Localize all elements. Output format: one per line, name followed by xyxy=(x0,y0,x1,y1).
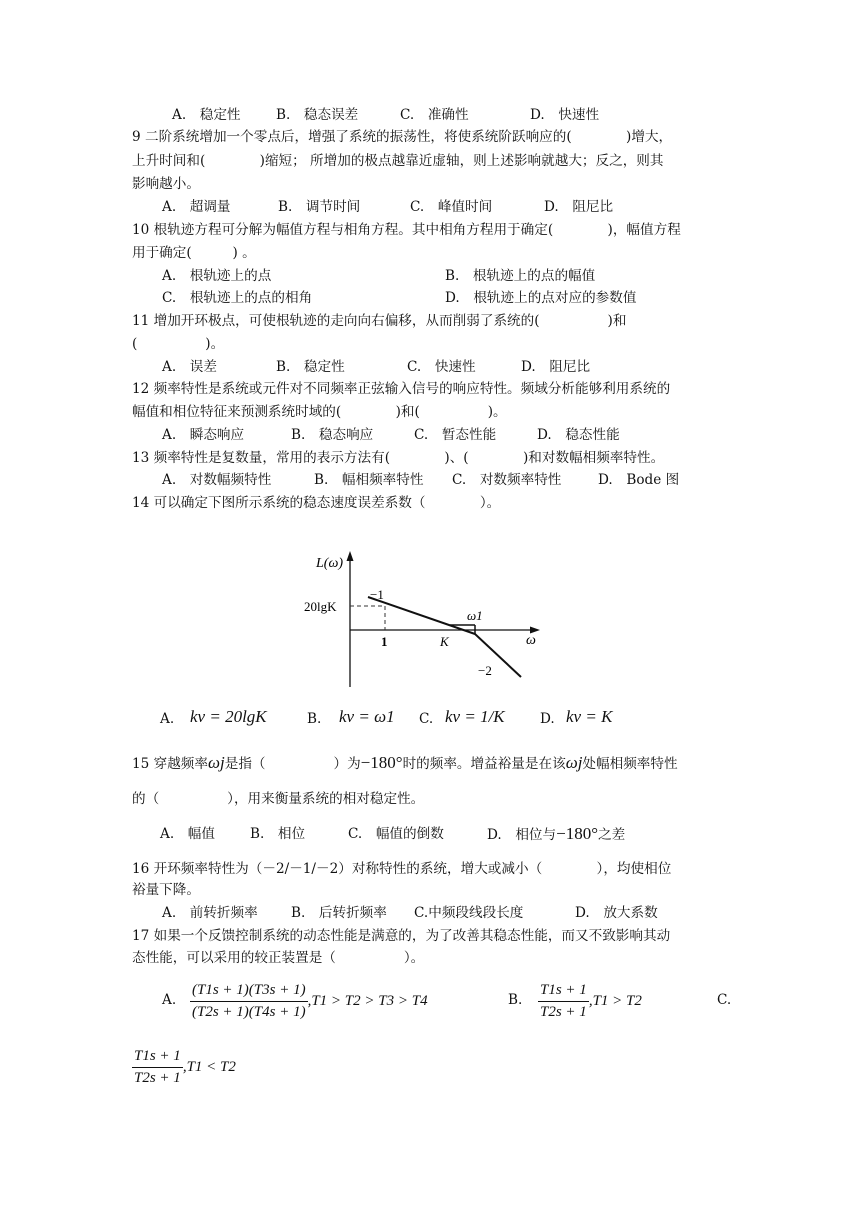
q17-option-b-expr xyxy=(538,982,642,1021)
q15-option-d-deg: −180° xyxy=(556,824,599,843)
y-axis-label: L(ω) xyxy=(316,556,343,571)
q16-option-d: D. 放大系数 xyxy=(575,905,658,921)
q13-option-b: B. 幅相频率特性 xyxy=(314,472,424,488)
q17-option-b-denominator: T2s + 1 xyxy=(540,1004,587,1020)
q14-option-b-math: kv = ω1 xyxy=(339,707,395,726)
q15-option-b: B. 相位 xyxy=(250,826,306,842)
q13-line-1: 13 频率特性是复数量，常用的表示方法有( )、( )和对数幅相频率特性。 xyxy=(132,450,665,466)
q15-omega-j: ωj xyxy=(208,753,225,772)
q9-option-d: D. 阻尼比 xyxy=(544,199,614,215)
q15-option-c: C. 幅值的倒数 xyxy=(348,826,444,842)
q15-deg: −180° xyxy=(360,753,403,772)
q10-option-c: C. 根轨迹上的点的相角 xyxy=(162,290,313,306)
q11-option-c: C. 快速性 xyxy=(407,359,476,375)
q11-line-1: 11 增加开环极点，可使根轨迹的走向向右偏移，从而削弱了系统的( )和 xyxy=(132,313,627,329)
q12-option-b: B. 稳态响应 xyxy=(291,427,374,443)
y-axis-arrow xyxy=(347,551,354,561)
q17-option-c-denominator: T2s + 1 xyxy=(134,1070,181,1086)
q10-line-1: 10 根轨迹方程可分解为幅值方程与相角方程。其中相角方程用于确定( )，幅值方程 xyxy=(132,222,681,238)
q17-option-c-numerator: T1s + 1 xyxy=(132,1048,183,1068)
q14-option-c-math: kv = 1/K xyxy=(445,707,505,726)
q15-text-b: 是指（ ）为 xyxy=(224,756,361,772)
q8-option-c: C. 准确性 xyxy=(400,107,469,123)
q12-line-1: 12 频率特性是系统或元件对不同频率正弦输入信号的响应特性。频域分析能够利用系统的 xyxy=(132,381,671,397)
slope-minus-2-label: −2 xyxy=(478,663,492,678)
q13-option-c: C. 对数频率特性 xyxy=(452,472,562,488)
q14-option-a-letter: A. xyxy=(160,711,175,727)
q9-line-1: 9 二阶系统增加一个零点后，增强了系统的振荡性，将使系统阶跃响应的( )增大， xyxy=(132,129,673,145)
q13-option-d: D. Bode 图 xyxy=(598,472,680,488)
q17-option-a-letter: A. xyxy=(162,992,177,1008)
q13-option-a: A. 对数幅频特性 xyxy=(162,472,272,488)
q17-option-a-denominator: (T2s + 1)(T4s + 1) xyxy=(192,1004,306,1020)
q10-line-2: 用于确定( ) 。 xyxy=(132,245,256,261)
omega1-label: ω1 xyxy=(467,608,483,623)
q11-option-b: B. 稳定性 xyxy=(276,359,345,375)
q14-option-d-letter: D. xyxy=(540,711,555,727)
q15-text-d: 处幅相频率特性 xyxy=(582,756,678,772)
q15-line-2: 的（ ），用来衡量系统的相对稳定性。 xyxy=(132,791,425,807)
q15-option-a: A. 幅值 xyxy=(160,826,215,842)
q14-line-1: 14 可以确定下图所示系统的稳态速度误差系数（ ）。 xyxy=(132,495,501,511)
q9-option-a: A. 超调量 xyxy=(162,199,231,215)
q8-option-b: B. 稳态误差 xyxy=(276,107,359,123)
q9-option-b: B. 调节时间 xyxy=(278,199,361,215)
q8-option-d: D. 快速性 xyxy=(530,107,600,123)
q10-option-d: D. 根轨迹上的点对应的参数值 xyxy=(445,290,637,306)
q11-option-d: D. 阻尼比 xyxy=(521,359,591,375)
q16-option-b: B. 后转折频率 xyxy=(291,905,387,921)
q17-option-b-condition: ,T1 > T2 xyxy=(588,993,642,1009)
q16-line-1: 16 开环频率特性为（－2/－1/－2）对称特性的系统，增大或减小（ ），均使相位 xyxy=(132,861,672,877)
q17-option-a-expr xyxy=(190,982,428,1021)
q14-option-a-math: kv = 20lgK xyxy=(190,707,267,726)
q17-option-a-fraction xyxy=(190,982,308,1021)
q17-option-c-fraction xyxy=(132,1048,183,1087)
q16-line-2: 裕量下降。 xyxy=(132,882,200,898)
q9-option-c: C. 峰值时间 xyxy=(410,199,493,215)
gain-label: 20lgK xyxy=(304,599,337,614)
q10-option-a: A. 根轨迹上的点 xyxy=(162,268,272,284)
q16-option-c: C.中频段线段长度 xyxy=(414,905,524,921)
q12-option-c: C. 暂态性能 xyxy=(414,427,497,443)
q15-omega-j-2: ωj xyxy=(565,753,583,772)
q10-option-b: B. 根轨迹上的点的幅值 xyxy=(445,268,596,284)
q17-option-b-numerator: T1s + 1 xyxy=(538,982,589,1002)
q16-option-a: A. 前转折频率 xyxy=(162,905,258,921)
q17-option-b-letter: B. xyxy=(508,992,523,1008)
k-label: K xyxy=(440,634,449,649)
bode-figure xyxy=(300,545,550,690)
q9-line-3: 影响越小。 xyxy=(132,176,200,192)
x-axis-label: ω xyxy=(526,633,536,648)
q14-option-b-letter: B. xyxy=(307,711,322,727)
q15-text-a: 15 穿越频率 xyxy=(132,756,208,772)
q17-option-a-numerator: (T1s + 1)(T3s + 1) xyxy=(190,982,308,1002)
q17-option-c-condition: ,T1 < T2 xyxy=(182,1059,236,1075)
q8-option-a: A. 稳定性 xyxy=(172,107,241,123)
q15-option-d-tail: 之差 xyxy=(598,827,626,843)
q14-option-d-math: kv = K xyxy=(566,707,613,726)
q17-line-2: 态性能，可以采用的较正装置是（ ）。 xyxy=(132,950,425,966)
one-label: 1 xyxy=(381,634,388,649)
slope-minus-1-segment xyxy=(368,597,475,634)
q15-text-c: 时的频率。增益裕量是在该 xyxy=(402,756,566,772)
q15-option-d xyxy=(487,824,625,845)
q17-option-a-condition: ,T1 > T2 > T3 > T4 xyxy=(307,993,428,1009)
slope-minus-1-label: −1 xyxy=(370,587,384,602)
q17-option-c-expr xyxy=(132,1048,236,1087)
q12-line-2: 幅值和相位特征来预测系统时域的( )和( )。 xyxy=(132,404,507,420)
q15-option-d-text: D. 相位与 xyxy=(487,827,557,843)
q17-option-b-fraction xyxy=(538,982,589,1021)
q11-line-2: ( )。 xyxy=(132,336,225,352)
q15-line-1 xyxy=(132,753,678,774)
q11-option-a: A. 误差 xyxy=(162,359,217,375)
q12-option-d: D. 稳态性能 xyxy=(537,427,620,443)
q17-line-1: 17 如果一个反馈控制系统的动态性能是满意的，为了改善其稳态性能，而又不致影响其动 xyxy=(132,928,671,944)
q14-option-c-letter: C. xyxy=(419,711,434,727)
q12-option-a: A. 瞬态响应 xyxy=(162,427,245,443)
q9-line-2: 上升时间和( )缩短； 所增加的极点越靠近虚轴，则上述影响就越大；反之，则其 xyxy=(132,153,664,169)
q17-option-c-letter: C. xyxy=(717,992,732,1008)
